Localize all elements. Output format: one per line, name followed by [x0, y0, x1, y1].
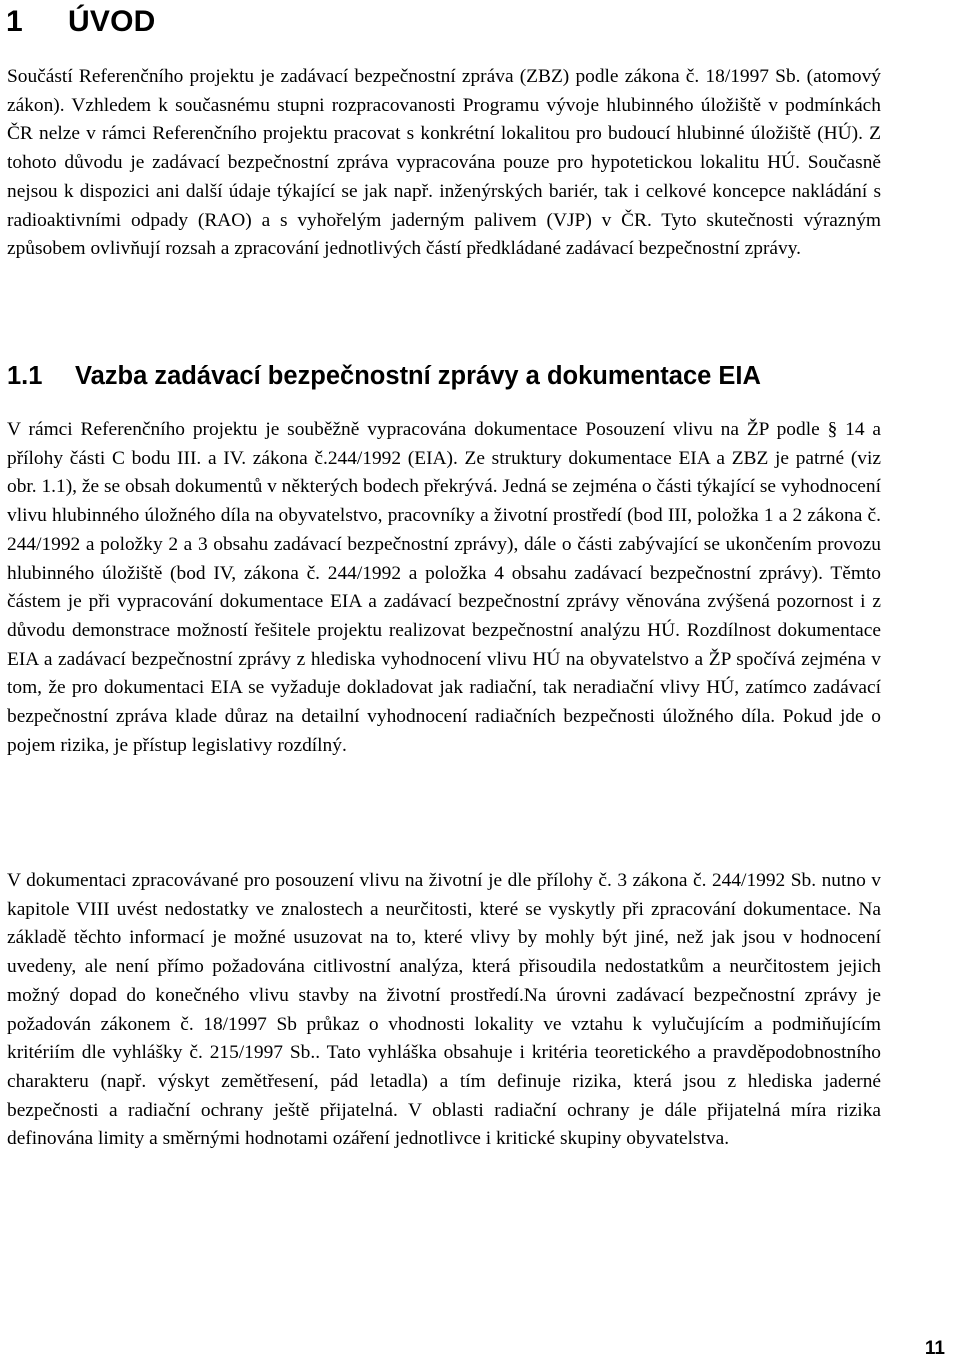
section-number: 1 [6, 5, 23, 38]
subsection-paragraph-2: V dokumentaci zpracovávané pro posouzení vlivu na životní je dle přílohy č. 3 zákona č. 244/1992 Sb. nutno v kapitole VIII uvést nedostatky ve znalostech a neurčitosti, které se vyskytly při zpracování dokumentace. Na základě těchto informací je možné usuzovat na to, které vlivy by mohly být jiné, než jak jsou v hodnocení uvedeny, ale není přímo požadována citlivostní analýza, která přisoudila nedostatkům a neurčitostem jejich možný dopad do konečného vlivu stavby na životní prostředí.Na úrovni zadávací bezpečnostní zprávy je požadován zákonem č. 18/1997 Sb průkaz o vhodnosti lokality ve vztahu k vylučujícím a podmiňujícím kritériím dle vyhlášky č. 215/1997 Sb.. Tato vyhláška obsahuje i kritéria teoretického a pravděpodobnostního charakteru (např. výskyt zemětřesení, pád letadla) a tím definuje rizika, která jsou z hlediska jaderné bezpečnosti a radiační ochrany ještě přijatelná. V oblasti radiační ochrany je dále přijatelná míra rizika definována limity a směrnými hodnotami ozáření jednotlivce i kritické skupiny obyvatelstva. [7, 870, 881, 1150]
subsection-number: 1.1 [7, 362, 43, 390]
subsection-title: Vazba zadávací bezpečnostní zprávy a dokumentace EIA [75, 362, 761, 390]
section-title: ÚVOD [68, 5, 156, 38]
document-page [6, 0, 881, 1150]
page-number: 11 [924, 1338, 945, 1359]
section-heading [6, 5, 881, 39]
subsection-heading [7, 361, 761, 391]
subsection-paragraph-1: V rámci Referenčního projektu je souběžně vypracována dokumentace Posouzení vlivu na ŽP podle § 14 a přílohy části C bodu III. a IV. zákona č.244/1992 (EIA). Ze struktury dokumentace EIA a ZBZ je patrné (viz obr. 1.1), že se obsah dokumentů v některých bodech překrývá. Jedná se zejména o části týkající se vyhodnocení vlivu hlubinného úložného díla na obyvatelstvo, pracovníky a životní prostředí (bod III, položka 1 a 2 zákona č. 244/1992 a položky 2 a 3 obsahu zadávací bezpečnostní zprávy), dále o části zabývající se ukončením provozu hlubinného úložiště (bod IV, zákona č. 244/1992 a položka 4 obsahu zadávací bezpečnostní zprávy). Těmto částem je při vypracování dokumentace EIA a zadávací bezpečnostní zprávy věnována zvýšená pozornost i z důvodu demonstrace možností řešitele projektu realizovat bezpečnostní analýzu HÚ. Rozdílnost dokumentace EIA a zadávací bezpečnostní zprávy z hlediska vyhodnocení vlivu HÚ na obyvatelstvo a ŽP spočívá zejména v tom, že pro dokumentaci EIA se vyžaduje dokladovat jak radiační, tak neradiační vlivy HÚ, zatímco zadávací bezpečnostní zpráva klade důraz na detailní vyhodnocení radiačních bezpečnosti úložného díla. Pokud jde o pojem rizika, je přístup legislativy rozdílný. [7, 419, 881, 756]
intro-paragraph: Součástí Referenčního projektu je zadávací bezpečnostní zpráva (ZBZ) podle zákona č. 18/1997 Sb. (atomový zákon). Vzhledem k současnému stupni rozpracovanosti Programu vývoje hlubinného úložiště v podmínkách ČR nelze v rámci Referenčního projektu pracovat s konkrétní lokalitou pro budoucí hlubinné úložiště (HÚ). Z tohoto důvodu je zadávací bezpečnostní zpráva vypracována pouze pro hypotetickou lokalitu HÚ. Současně nejsou k dispozici ani další údaje týkající se jak např. inženýrských bariér, tak i celkové koncepce nakládání s radioaktivními odpady (RAO) a s vyhořelým jaderným palivem (VJP) v ČR. Tyto skutečnosti výrazným způsobem ovlivňují rozsah a zpracování jednotlivých částí předkládané zadávací bezpečnostní zprávy. [7, 66, 881, 260]
